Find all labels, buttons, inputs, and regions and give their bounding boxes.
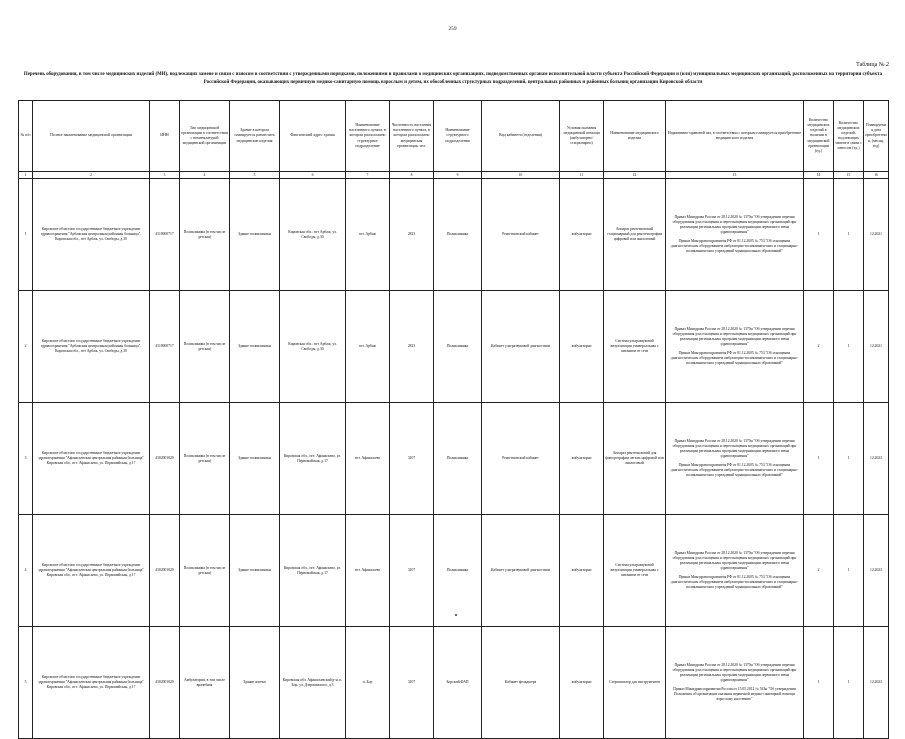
- table-cell: 1: [834, 291, 864, 403]
- table-cell: Амбулатория, в том числе врачебная: [180, 627, 230, 739]
- column-number: 2: [33, 172, 150, 179]
- regulation-paragraph: Приказ Минздрава России от 28.12.2020 № 1379н "Об утверждении перечня оборудования для оснащения и переоснащения медицинских организаций при реализации региональных программ модернизации первичного звена здравоохранения": [672, 439, 797, 458]
- equipment-table: [18, 100, 889, 739]
- table-cell: 12.2023: [864, 515, 889, 627]
- column-number: 12: [604, 172, 666, 179]
- document-title: Перечень оборудования, в том числе медицинских изделий (МИ), подлежащих замене и связи с износом в соответствии с утвержденными порядками, положениями и правилами о медицинских организациях, подведомственных органам исполнительной власти субъекта Российской Федерации и (или) муниципальных медицинских организаций, расположенных на территории субъекта Российской Федерации, оказывающих первичную медико-санитарную помощь взрослым и детям, их обособленных структурных подразделений, центральных районных и районных больниц организации Кировской области: [23, 72, 883, 85]
- column-number: 14: [804, 172, 834, 179]
- column-number: 11: [560, 172, 604, 179]
- table-body: [19, 179, 889, 739]
- table-cell: 4302001020: [150, 515, 180, 627]
- table-cell: Здание поликлиники: [230, 179, 280, 291]
- regulation-cell: [666, 627, 804, 739]
- table-cell: Кировское областное государственное бюджетное учреждение здравоохранения "Афанасьевская центральная районная больница" Кировская обл., пгт. Афанасьево, ул. Первомайская, д.17: [33, 403, 150, 515]
- table-cell: 12.2023: [864, 627, 889, 739]
- column-header: Численность населения населенного пункта, в котором расположено медицинская организация, чел.: [390, 101, 434, 172]
- regulation-paragraph: Приказ Минздравсоцразвития РФ от 01.12.2005 № 753 "Об оснащении диагностическим оборудованием амбулаторно-поликлинических и стационарно-поликлинических учреждений муниципальных образований": [670, 463, 799, 477]
- table-cell: Система ультразвуковой визуализации универсальная с питанием от сети: [604, 291, 666, 403]
- table-row: [19, 291, 889, 403]
- table-cell: 3107: [390, 403, 434, 515]
- column-number: 16: [864, 172, 889, 179]
- table-cell: Кировская обл., пгт Арбаж, ул. Свободы, д.30: [280, 291, 346, 403]
- column-number: 7: [346, 172, 390, 179]
- table-cell: 1: [834, 179, 864, 291]
- column-header: Количество медицинских изделий, подлежащих замене в связи с износом (ед.): [834, 101, 864, 172]
- column-header: Вид кабинета (отделения): [482, 101, 560, 172]
- table-cell: пгт. Афанасьево: [346, 403, 390, 515]
- regulation-paragraph: Приказ Минздрава России от 28.12.2020 № 1379н "Об утверждении перечня оборудования для оснащения и переоснащения медицинских организаций при реализации региональных программ модернизации первичного звена здравоохранения": [672, 215, 797, 234]
- table-cell: 3: [19, 403, 33, 515]
- table-cell: 1: [804, 403, 834, 515]
- table-cell: 4302001020: [150, 627, 180, 739]
- table-cell: Аппарат рентгеновский стационарный для рентгенографии цифровой или аналоговый: [604, 179, 666, 291]
- regulation-cell: [666, 179, 804, 291]
- column-number: 9: [434, 172, 482, 179]
- table-cell: Поликлиника (в том числе детская): [180, 403, 230, 515]
- header-row: [19, 101, 889, 172]
- table-cell: 2823: [390, 291, 434, 403]
- column-number: 15: [834, 172, 864, 179]
- table-row: [19, 627, 889, 739]
- table-cell: амбулаторно: [560, 515, 604, 627]
- table-cell: Кировская обл., пгт. Афанасьево, ул. Первомайская, д.17: [280, 403, 346, 515]
- column-number: 3: [150, 172, 180, 179]
- table-cell: 4: [19, 515, 33, 627]
- regulation-paragraph: Приказ Минздравсоцразвития РФ от 01.12.2005 № 753 "Об оснащении диагностическим оборудованием амбулаторно-поликлинических и стационарно-поликлинических учреждений муниципальных образований": [670, 351, 799, 365]
- table-cell: 4310000717: [150, 179, 180, 291]
- table-cell: Кабинет ультразвуковой диагностики: [482, 291, 560, 403]
- regulation-cell: [666, 515, 804, 627]
- column-number: 6: [280, 172, 346, 179]
- table-cell: Кировское областное государственное бюджетное учреждение здравоохранения "Арбажская центральная районная больница", Кировская обл., пгт Арбаж, ул. Свободы, д.30: [33, 291, 150, 403]
- regulation-cell: [666, 291, 804, 403]
- column-header: Нормативно-правовой акт, в соответствии с которым планируется приобретение медицинского изделия: [666, 101, 804, 172]
- table-cell: 3107: [390, 627, 434, 739]
- column-header: Условия оказания медицинской помощи (амбулаторно/ стационарно): [560, 101, 604, 172]
- regulation-paragraph: Приказ Минздравсоцразвития России от 15.05.2012 № 543н "Об утверждении Положения об организации оказания первичной медико-санитарной помощи взрослому населению": [673, 687, 796, 701]
- table-cell: Кабинет ультразвуковой диагностики: [482, 515, 560, 627]
- column-header: Тип медицинской организации в соответствии с номенклатурой медицинской организации: [180, 101, 230, 172]
- table-cell: Кировское областное государственное бюджетное учреждение здравоохранения "Афанасьевская центральная районная больница" Кировская обл., пгт. Афанасьево, ул. Первомайская, д.17: [33, 627, 150, 739]
- column-number: 5: [230, 172, 280, 179]
- table-cell: Поликлиника (в том числе детская): [180, 291, 230, 403]
- column-header: № п/п: [19, 101, 33, 172]
- regulation-paragraph: Приказ Минздрава России от 28.12.2020 № 1379н "Об утверждении перечня оборудования для оснащения и переоснащения медицинских организаций при реализации региональных программ модернизации первичного звена здравоохранения": [672, 663, 797, 682]
- table-cell: 1: [834, 403, 864, 515]
- table-cell: Рентгеновский кабинет: [482, 403, 560, 515]
- table-cell: амбулаторно: [560, 291, 604, 403]
- column-number: 10: [482, 172, 560, 179]
- column-number: 4: [180, 172, 230, 179]
- table-cell: 12.2023: [864, 403, 889, 515]
- table-cell: амбулаторно: [560, 403, 604, 515]
- table-cell: амбулаторно: [560, 179, 604, 291]
- table-cell: 1: [834, 515, 864, 627]
- table-cell: 2: [19, 291, 33, 403]
- table-cell: Здание поликлиники: [230, 403, 280, 515]
- table-cell: 1: [804, 627, 834, 739]
- table-cell: Кабинет фельдшера: [482, 627, 560, 739]
- table-cell: пгт. Арбаж: [346, 291, 390, 403]
- column-header: Полное наименование медицинской организации: [33, 101, 150, 172]
- table-cell: п. Бор: [346, 627, 390, 739]
- column-number: 8: [390, 172, 434, 179]
- table-row: [19, 515, 889, 627]
- table-cell: пгт. Афанасьево: [346, 515, 390, 627]
- column-number: 1: [19, 172, 33, 179]
- column-header: Планируемая дата приобретения, (месяц, год): [864, 101, 889, 172]
- table-cell: Кировская обл. Афанасьевский р-н, п. Бор, ул. Дзержинского, д.3: [280, 627, 346, 739]
- table-cell: Здание поликлиники: [230, 515, 280, 627]
- table-cell: 4310000717: [150, 291, 180, 403]
- table-cell: Поликлиника: [434, 403, 482, 515]
- table-row: [19, 403, 889, 515]
- regulation-paragraph: Приказ Минздрава России от 28.12.2020 № 1379н "Об утверждении перечня оборудования для оснащения и переоснащения медицинских организаций при реализации региональных программ модернизации первичного звена здравоохранения": [672, 551, 797, 570]
- table-number: Таблица № 2: [856, 62, 889, 68]
- table-cell: Поликлиника (в том числе детская): [180, 179, 230, 291]
- table-cell: Кировская обл., пгт Арбаж, ул. Свободы, д.30: [280, 179, 346, 291]
- regulation-cell: [666, 403, 804, 515]
- table-cell: Поликлиника: [434, 291, 482, 403]
- table-cell: 2: [804, 291, 834, 403]
- column-header: ИНН: [150, 101, 180, 172]
- table-cell: пгт. Арбаж: [346, 179, 390, 291]
- table-cell: Здание аптеки: [230, 627, 280, 739]
- table-cell: Система ультразвуковой визуализации универсальная с питанием от сети: [604, 515, 666, 627]
- table-cell: Аппарат рентгеновский для флюорографии легких цифровой или аналоговый: [604, 403, 666, 515]
- table-cell: Поликлиника: [434, 179, 482, 291]
- table-cell: 4302001020: [150, 403, 180, 515]
- table-cell: Поликлиника: [434, 515, 482, 627]
- regulation-paragraph: Приказ Минздравсоцразвития РФ от 01.12.2005 № 753 "Об оснащении диагностическим оборудованием амбулаторно-поликлинических и стационарно-поликлинических учреждений муниципальных образований": [670, 239, 799, 253]
- table-cell: 1: [19, 179, 33, 291]
- table-cell: Стерилизатор для инструментов: [604, 627, 666, 739]
- table-cell: 2823: [390, 179, 434, 291]
- table-cell: Кировское областное государственное бюджетное учреждение здравоохранения "Афанасьевская центральная районная больница" Кировская обл., пгт. Афанасьево, ул. Первомайская, д.17: [33, 515, 150, 627]
- table-cell: 12.2021: [864, 291, 889, 403]
- regulation-paragraph: Приказ Минздрава России от 28.12.2020 № 1379н "Об утверждении перечня оборудования для оснащения и переоснащения медицинских организаций при реализации региональных программ модернизации первичного звена здравоохранения": [672, 327, 797, 346]
- regulation-paragraph: Приказ Минздравсоцразвития РФ от 01.12.2005 № 753 "Об оснащении диагностическим оборудованием амбулаторно-поликлинических и стационарно-поликлинических учреждений муниципальных образований": [670, 575, 799, 589]
- column-number-row: [19, 172, 889, 179]
- table-cell: 3107: [390, 515, 434, 627]
- table-cell: Здание поликлиники: [230, 291, 280, 403]
- column-header: Наименование структурного подразделения: [434, 101, 482, 172]
- table-cell: 12.2021: [864, 179, 889, 291]
- table-cell: Кировское областное государственное бюджетное учреждение здравоохранения "Арбажская центральная районная больница", Кировская обл., пгт Арбаж, ул. Свободы, д.30: [33, 179, 150, 291]
- scan-speck: [455, 614, 457, 616]
- table-cell: 5: [19, 627, 33, 739]
- table-cell: Борский ФАП: [434, 627, 482, 739]
- column-header: Наименование медицинского изделия: [604, 101, 666, 172]
- table-cell: амбулаторно: [560, 627, 604, 739]
- column-number: 13: [666, 172, 804, 179]
- table-row: [19, 179, 889, 291]
- table-cell: Кировская обл., пгт. Афанасьево, ул. Первомайская, д.17: [280, 515, 346, 627]
- column-header: Количество медицинских изделий в наличии в медицинской организации (ед.): [804, 101, 834, 172]
- page-number: 259: [448, 26, 457, 32]
- column-header: Здание в котором планируется разместить медицинские изделия: [230, 101, 280, 172]
- column-header: Наименование населенного пункта, в котором расположено структурное подразделение: [346, 101, 390, 172]
- table-cell: 2: [804, 515, 834, 627]
- table-cell: Рентгеновский кабинет: [482, 179, 560, 291]
- column-header: Фактический адрес здания: [280, 101, 346, 172]
- table-cell: 1: [834, 627, 864, 739]
- table-cell: Поликлиника (в том числе детская): [180, 515, 230, 627]
- table-cell: 1: [804, 179, 834, 291]
